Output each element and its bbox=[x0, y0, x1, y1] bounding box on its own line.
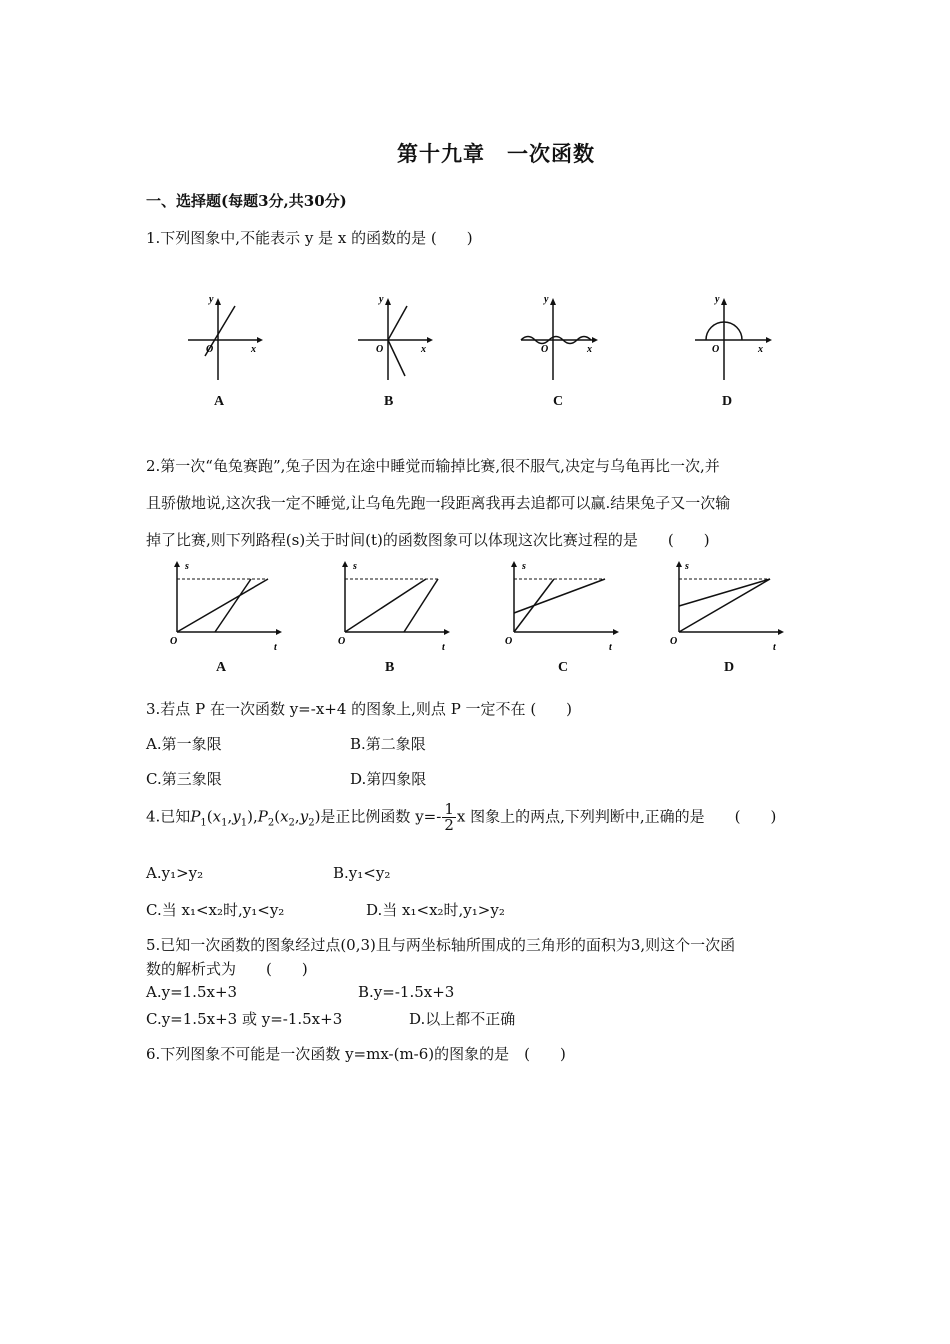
q4-option-d: D.当 x₁<x₂时,y₁>y₂ bbox=[366, 901, 505, 919]
q2b-s-axis-label: s bbox=[353, 561, 357, 572]
q1-label-d: D bbox=[722, 394, 733, 409]
question-3-stem: 3.若点 P 在一次函数 y=-x+4 的图象上,则点 P 一定不在 ( ) bbox=[146, 700, 573, 718]
q2a-origin-label: O bbox=[170, 636, 178, 647]
q4-fraction bbox=[442, 802, 456, 833]
q1d-origin-label: O bbox=[712, 344, 720, 355]
q2c-origin-label: O bbox=[505, 636, 513, 647]
q2-label-a: A bbox=[216, 660, 227, 675]
question-6-text: 6.下列图象不可能是一次函数 y=mx-(m-6)的图象的是 ( ) bbox=[146, 1045, 566, 1063]
q2-graph-b bbox=[336, 558, 451, 653]
q1-graph-c bbox=[518, 292, 600, 382]
page-title: 第十九章 一次函数 bbox=[397, 141, 595, 166]
q1c-x-axis-label: x bbox=[587, 344, 592, 355]
q1-graph-a bbox=[185, 292, 265, 382]
q4-option-c: C.当 x₁<x₂时,y₁<y₂ bbox=[146, 901, 285, 919]
q5-option-d: D.以上都不正确 bbox=[409, 1010, 516, 1028]
q1-graph-d bbox=[692, 292, 774, 382]
q5-option-b: B.y=-1.5x+3 bbox=[358, 983, 455, 1001]
q1d-y-axis-label: y bbox=[715, 294, 720, 305]
question-2-line-3: 掉了比赛,则下列路程(s)关于时间(t)的函数图象可以体现这次比赛过程的是 ( ) bbox=[146, 531, 710, 549]
q2d-s-axis-label: s bbox=[685, 561, 689, 572]
q5-option-a: A.y=1.5x+3 bbox=[146, 983, 238, 1001]
q2d-t-axis-label: t bbox=[773, 642, 776, 653]
question-5-line-1: 5.已知一次函数的图象经过点(0,3)且与两坐标轴所围成的三角形的面积为3,则这个一次函 bbox=[146, 936, 736, 954]
q4-option-b: B.y₁<y₂ bbox=[333, 864, 391, 882]
q1a-y-axis-label: y bbox=[209, 294, 214, 305]
q2c-s-axis-label: s bbox=[522, 561, 526, 572]
q2d-origin-label: O bbox=[670, 636, 678, 647]
q2a-s-axis-label: s bbox=[185, 561, 189, 572]
q2b-origin-label: O bbox=[338, 636, 346, 647]
q1-label-a: A bbox=[214, 394, 225, 409]
q1c-y-axis-label: y bbox=[544, 294, 549, 305]
q1-graph-b bbox=[355, 292, 435, 382]
q2-label-c: C bbox=[558, 660, 569, 675]
question-5-line-2: 数的解析式为 ( ) bbox=[146, 960, 308, 978]
q2b-t-axis-label: t bbox=[442, 642, 445, 653]
q1-label-c: C bbox=[553, 394, 564, 409]
q4-mid: 是正比例函数 y=- bbox=[320, 807, 442, 826]
q4-post: x 图象上的两点,下列判断中,正确的是 ( ) bbox=[456, 807, 777, 826]
q1d-x-axis-label: x bbox=[758, 344, 763, 355]
q4-pre: 4.已知 bbox=[146, 807, 191, 826]
q5-option-c: C.y=1.5x+3 或 y=-1.5x+3 bbox=[146, 1010, 343, 1028]
q1-label-b: B bbox=[384, 394, 394, 409]
q4-fraction-denominator: 2 bbox=[444, 816, 454, 834]
q1a-x-axis-label: x bbox=[251, 344, 256, 355]
question-2-line-1: 2.第一次“龟兔赛跑”,兔子因为在途中睡觉而输掉比赛,很不服气,决定与乌龟再比一次,并 bbox=[146, 457, 720, 475]
q1b-y-axis-label: y bbox=[379, 294, 384, 305]
q2c-t-axis-label: t bbox=[609, 642, 612, 653]
q2-label-b: B bbox=[385, 660, 395, 675]
q3-option-a: A.第一象限 bbox=[146, 735, 222, 753]
q1c-origin-label: O bbox=[541, 344, 549, 355]
q2-graph-c bbox=[505, 558, 620, 653]
q4-fraction-numerator: 1 bbox=[444, 800, 454, 818]
q3-option-d: D.第四象限 bbox=[350, 770, 427, 788]
question-4-stem: 4.已知$P_1(x_1,y_1),P_2(x_2,y_2)$是正比例函数 y=- $\frac{1}{2}$ x 图象上的两点,下列判断中,正确的是 ( ) bbox=[146, 800, 777, 834]
q4-option-a: A.y₁>y₂ bbox=[146, 864, 204, 882]
q2a-t-axis-label: t bbox=[274, 642, 277, 653]
q1b-origin-label: O bbox=[376, 344, 384, 355]
q1a-origin-label: O bbox=[206, 344, 214, 355]
q2-graph-a bbox=[168, 558, 283, 653]
question-1-text: 1.下列图象中,不能表示 y 是 x 的函数的是 ( ) bbox=[146, 229, 473, 247]
section-heading: 一、选择题(每题3分,共30分) bbox=[146, 192, 347, 210]
q3-option-c: C.第三象限 bbox=[146, 770, 222, 788]
q2-graph-d bbox=[670, 558, 785, 653]
q1b-x-axis-label: x bbox=[421, 344, 426, 355]
q2-label-d: D bbox=[724, 660, 735, 675]
question-2-line-2: 且骄傲地说,这次我一定不睡觉,让乌龟先跑一段距离我再去追都可以赢.结果兔子又一次输 bbox=[146, 494, 731, 512]
q3-option-b: B.第二象限 bbox=[350, 735, 426, 753]
